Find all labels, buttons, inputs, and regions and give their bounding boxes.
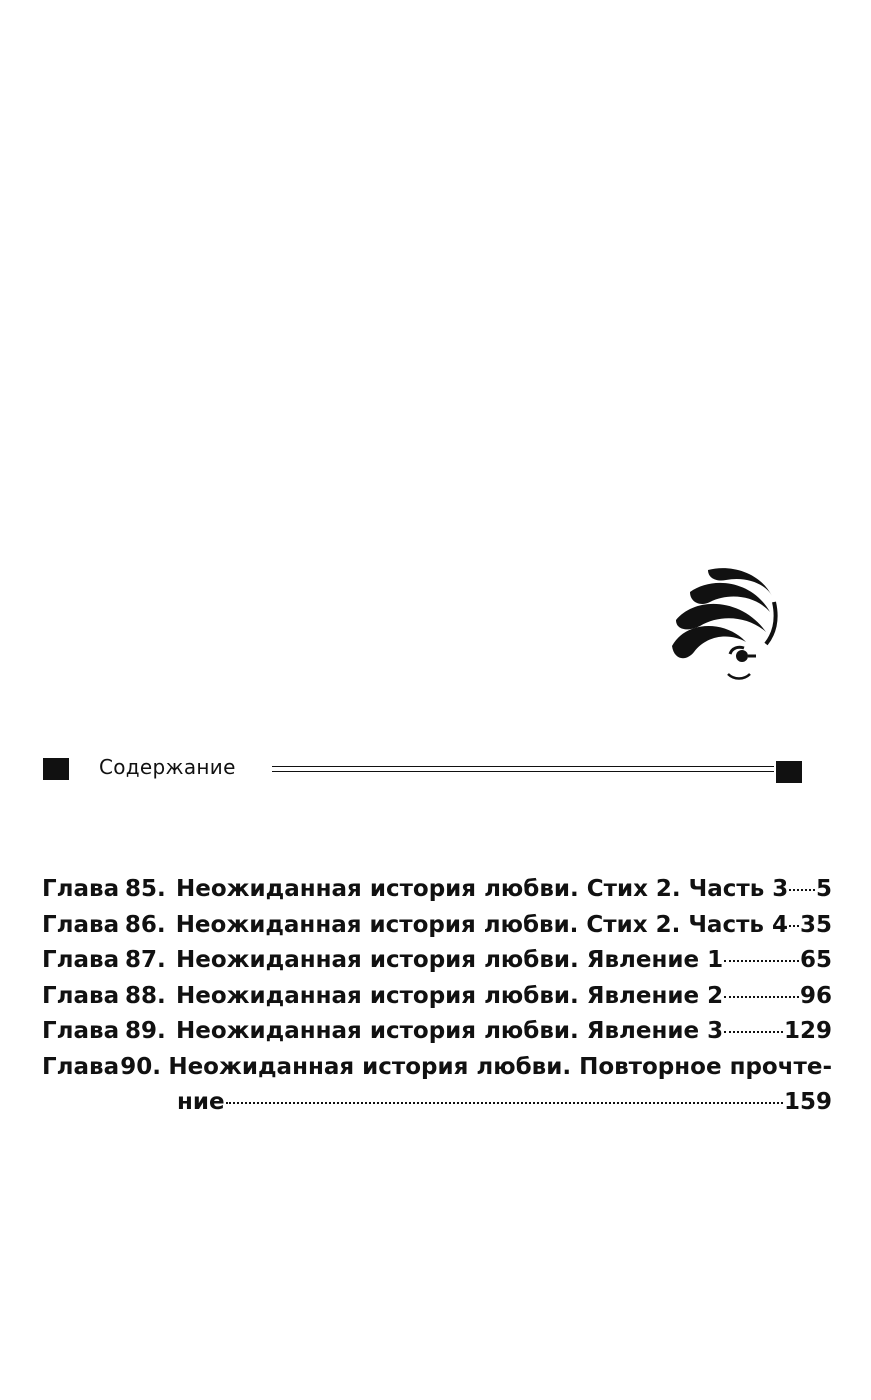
black-square-left-icon [43, 758, 69, 780]
page-number: 159 [783, 1089, 832, 1115]
toc-entry-90-continuation[interactable] [42, 1089, 832, 1125]
chapter-title: Неожиданная история любви. Явление 2 [176, 982, 724, 1009]
toc-list [42, 876, 832, 1125]
toc-entry-85[interactable] [42, 876, 832, 912]
chapter-number: 89. [125, 1018, 166, 1044]
page-number: 35 [799, 911, 832, 938]
toc-header [0, 755, 871, 787]
chapter-label: Глава [42, 911, 120, 938]
chapter-number: 85. [125, 876, 166, 902]
dot-leader [724, 996, 799, 998]
page-number: 65 [799, 947, 832, 973]
chapter-label: Глава [42, 982, 120, 1009]
toc-entry-90[interactable] [42, 1054, 832, 1090]
chapter-label: Глава [42, 1053, 120, 1080]
chapter-label: Глава [42, 1018, 120, 1044]
chapter-title: Неожиданная история любви. Стих 2. Часть 3 [176, 876, 789, 902]
face-logo-icon [668, 562, 778, 684]
page-number: 96 [799, 982, 832, 1009]
toc-entry-87[interactable] [42, 947, 832, 983]
page-number: 5 [815, 876, 832, 902]
black-square-right-icon [776, 761, 802, 783]
toc-entry-89[interactable] [42, 1018, 832, 1054]
toc-heading: Содержание [99, 755, 236, 779]
dot-leader [789, 925, 799, 927]
chapter-label: Глава [42, 876, 120, 902]
dot-leader [724, 960, 799, 962]
heading-rule-bottom [272, 771, 774, 772]
chapter-title: Неожиданная история любви. Явление 3 [176, 1018, 724, 1044]
chapter-number: 86. [124, 911, 166, 938]
page-number: 129 [783, 1018, 832, 1044]
chapter-title: Неожиданная история любви. Повторное прочте- [168, 1053, 832, 1080]
chapter-number: 87. [125, 947, 166, 973]
dot-leader [226, 1102, 783, 1104]
chapter-label: Глава [42, 947, 120, 973]
chapter-title-continuation: ние [177, 1089, 225, 1115]
dot-leader [724, 1031, 783, 1033]
chapter-title: Неожиданная история любви. Стих 2. Часть 4 [175, 911, 788, 938]
toc-entry-88[interactable] [42, 983, 832, 1019]
chapter-title: Неожиданная история любви. Явление 1 [176, 947, 724, 973]
toc-entry-86[interactable] [42, 912, 832, 948]
dot-leader [789, 889, 815, 891]
chapter-number: 88. [125, 982, 166, 1009]
chapter-number: 90. [120, 1053, 161, 1080]
heading-rule-top [272, 766, 774, 767]
